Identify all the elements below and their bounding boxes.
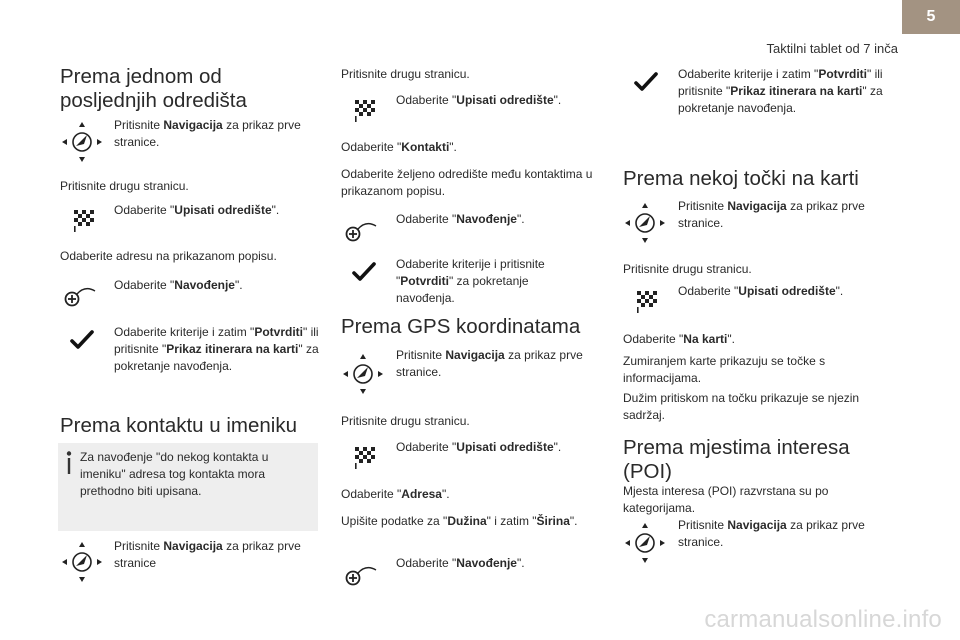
add-guidance-icon	[63, 283, 99, 309]
zoom-info-text: Zumiranjem karte prikazuju se točke s informacijama.	[623, 354, 826, 385]
select-enter-destination: Odaberite "Upisati odredište".	[678, 284, 844, 298]
watermark: carmanualsonline.info	[704, 606, 942, 633]
header-title: Taktilni tablet od 7 inča	[766, 41, 898, 56]
heading-gps: Prema GPS koordinatama	[341, 315, 581, 338]
select-enter-destination: Odaberite "Upisati odredište".	[114, 203, 280, 217]
second-page-text: Pritisnite drugu stranicu.	[341, 414, 470, 428]
press-navigation-text: Pritisnite Navigacija za prikaz prve stranice.	[396, 348, 583, 379]
second-page-text: Pritisnite drugu stranicu.	[623, 262, 752, 276]
navigation-icon	[623, 201, 667, 245]
checkered-flag-icon	[353, 98, 377, 122]
checkmark-icon	[352, 262, 376, 282]
select-address-text: Odaberite adresu na prikazanom popisu.	[60, 249, 277, 263]
select-guidance-text: Odaberite "Navođenje".	[396, 212, 525, 226]
select-on-map-text: Odaberite "Na karti".	[623, 332, 735, 346]
info-icon	[64, 451, 74, 475]
info-note-text: Za navođenje "do nekog kontakta u imeniku" adresa tog kontakta mora prethodno biti upisana.	[80, 450, 269, 498]
press-navigation-text-2: Pritisnite Navigacija za prikaz prve stranice	[114, 539, 301, 570]
select-enter-destination: Odaberite "Upisati odredište".	[396, 93, 562, 107]
press-navigation-text: Pritisnite Navigacija za prikaz prve stranice.	[678, 199, 865, 230]
checkmark-icon	[634, 72, 658, 92]
heading-map-point: Prema nekoj točki na karti	[623, 167, 859, 190]
checkmark-icon	[70, 330, 94, 350]
navigation-icon	[623, 521, 667, 565]
add-guidance-icon	[344, 218, 380, 244]
second-page-text: Pritisnite drugu stranicu.	[341, 67, 470, 81]
heading-poi: Prema mjestima interesa (POI)	[623, 436, 850, 483]
add-guidance-icon	[344, 562, 380, 588]
criteria-confirm-text: Odaberite kriterije i zatim "Potvrditi" ili pritisnite "Prikaz itinerara na karti" za pokretanje navođenja.	[114, 325, 319, 373]
select-contacts-text: Odaberite "Kontakti".	[341, 140, 457, 154]
poi-description-text: Mjesta interesa (POI) razvrstana su po kategorijama.	[623, 484, 829, 515]
select-guidance-text: Odaberite "Navođenje".	[114, 278, 243, 292]
second-page-text: Pritisnite drugu stranicu.	[60, 179, 189, 193]
page-number: 5	[926, 8, 936, 25]
navigation-icon	[60, 540, 104, 584]
checkered-flag-icon	[353, 445, 377, 469]
navigation-icon	[60, 120, 104, 164]
press-navigation-text: Pritisnite Navigacija za prikaz prve stranice.	[114, 118, 301, 149]
heading-last-destinations: Prema jednom od posljednjih odredišta	[60, 65, 247, 112]
press-navigation-text: Pritisnite Navigacija za prikaz prve stranice.	[678, 518, 865, 549]
criteria-confirm-text: Odaberite kriterije i pritisnite "Potvrditi" za pokretanje navođenja.	[396, 257, 545, 305]
long-press-text: Dužim pritiskom na točku prikazuje se njezin sadržaj.	[623, 391, 860, 422]
select-guidance-text: Odaberite "Navođenje".	[396, 556, 525, 570]
checkered-flag-icon	[72, 208, 96, 232]
select-address-text: Odaberite "Adresa".	[341, 487, 450, 501]
heading-contact: Prema kontaktu u imeniku	[60, 414, 298, 437]
select-enter-destination: Odaberite "Upisati odredište".	[396, 440, 562, 454]
navigation-icon	[341, 352, 385, 396]
checkered-flag-icon	[635, 289, 659, 313]
choose-contact-text: Odaberite željeno odredište među kontaktima u prikazanom popisu.	[341, 167, 593, 198]
criteria-confirm-text: Odaberite kriterije i zatim "Potvrditi" ili pritisnite "Prikaz itinerara na karti" za pokretanje navođenja.	[678, 67, 883, 115]
enter-coordinates-text: Upišite podatke za "Dužina" i zatim "Širina".	[341, 514, 578, 528]
